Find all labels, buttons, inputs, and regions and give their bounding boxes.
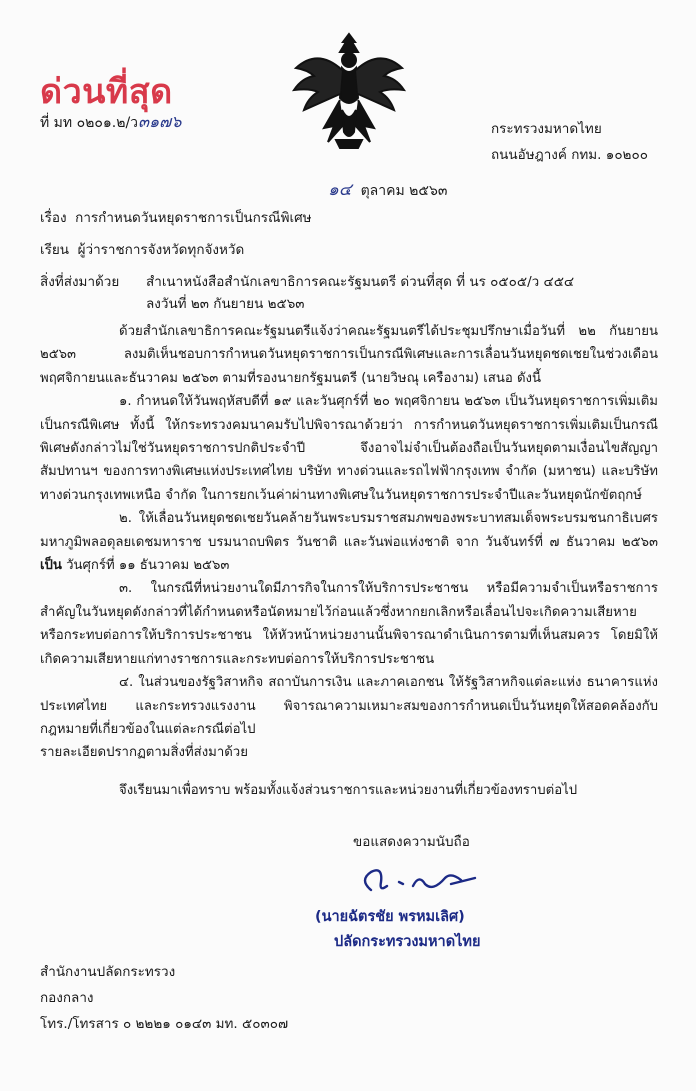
item-2-paragraph [40,507,658,577]
footer-contact: โทร./โทรสาร ๐ ๒๒๒๑ ๐๑๔๓ มท. ๕๐๓๐๗ [40,1016,289,1032]
letter-date [328,176,447,203]
document-number-handwritten: ๓๑๗๖ [138,112,182,131]
date-day-handwritten: ๑๔ [328,180,352,200]
urgency-stamp: ด่วนที่สุด [40,72,173,112]
signatory-title: ปลัดกระทรวงมหาดไทย [334,934,481,950]
closing-phrase: ขอแสดงความนับถือ [353,834,470,850]
request-paragraph: จึงเรียนมาเพื่อทราบ พร้อมทั้งแจ้งส่วนราชการและหน่วยงานที่เกี่ยวข้องทราบต่อไป [119,782,578,798]
recipient-label: เรียน [40,242,70,258]
item-2-text-a: ๒. ให้เลื่อนวันหยุดชดเชยวันคล้ายวันพระบรมราชสมภพของพระบาทสมเด็จพระบรมชนกาธิเบศร มหาภูมิพลอดุลยเดชมหาราช บรมนาถบพิตร วันชาติ และวันพ่อแห่งชาติ จาก วันจันทร์ที่ ๗ ธันวาคม ๒๕๖๓ [40,511,658,550]
item-4-paragraph: ๔. ในส่วนของรัฐวิสาหกิจ สถาบันการเงิน และภาคเอกชน ให้รัฐวิสาหกิจแต่ละแห่ง ธนาคารแห่งประเทศไทย และกระทรวงแรงงาน พิจารณาความเหมาะสมของการกำหนดเป็นวันหยุดให้สอดคล้องกับกฎหมายที่เกี่ยวข้องในแต่ละกรณีต่อไป [40,675,658,737]
recipient-text: ผู้ว่าราชการจังหวัดทุกจังหวัด [77,242,245,258]
document-number [40,110,181,135]
subject-label: เรื่อง [40,210,67,226]
subject-line [40,206,312,228]
item-2-bold: เป็น [40,558,62,574]
enclosure-label: สิ่งที่ส่งมาด้วย [40,274,120,290]
handwritten-signature [353,862,483,898]
footer-office: สำนักงานปลัดกระทรวง [40,964,176,980]
details-line: รายละเอียดปรากฏตามสิ่งที่ส่งมาด้วย [40,745,248,761]
intro-paragraph: ด้วยสำนักเลขาธิการคณะรัฐมนตรีแจ้งว่าคณะรัฐมนตรีได้ประชุมปรึกษาเมื่อวันที่ ๒๒ กันยายน ๒๕๖๓ ลงมติเห็นชอบการกำหนดวันหยุดราชการเป็นกรณีพิเศษและการเลื่อนวันหยุดชดเชยในช่วงเดือนพฤศจิกายนและธันวาคม ๒๕๖๓ ตามที่รองนายกรัฐมนตรี (นายวิษณุ เครืองาม) เสนอ ดังนี้ [40,324,658,386]
enclosure-line-2: ลงวันที่ ๒๓ กันยายน ๒๕๖๓ [146,296,305,312]
date-month-year: ตุลาคม ๒๕๖๓ [360,183,448,199]
item-1-paragraph: ๑. กำหนดให้วันพฤหัสบดีที่ ๑๙ และวันศุกร์ที่ ๒๐ พฤศจิกายน ๒๕๖๓ เป็นวันหยุดราชการเพิ่มเติมเป็นกรณีพิเศษ ทั้งนี้ ให้กระทรวงคมนาคมรับไปพิจารณาด้วยว่า การกำหนดวันหยุดราชการเพิ่มเติมเป็นกรณีพิเศษดังกล่าวไม่ใช่วันหยุดราชการปกติประจำปี จึงอาจไม่จำเป็นต้องถือเป็นวันหยุดตามเงื่อนไขสัญญาสัมปทานฯ ของการทางพิเศษแห่งประเทศไทย บริษัท ทางด่วนและรถไฟฟ้ากรุงเทพ จำกัด (มหาชน) และบริษัท ทางด่วนกรุงเทพเหนือ จำกัด ในการยกเว้นค่าผ่านทางพิเศษในวันหยุดราชการประจำปีและวันหยุดนักขัตฤกษ์ [40,394,658,503]
document-number-prefix: ที่ มท ๐๒๐๑.๒/ว [40,115,139,131]
signatory-name: (นายฉัตรชัย พรหมเลิศ) [315,909,465,925]
ministry-name: กระทรวงมหาดไทย [491,121,602,137]
recipient-line [40,238,244,260]
footer-division: กองกลาง [40,990,94,1006]
letter-body [40,320,658,802]
ministry-address: ถนนอัษฎางค์ กทม. ๑๐๒๐๐ [491,147,648,163]
garuda-emblem [288,28,410,153]
subject-text: การกำหนดวันหยุดราชการเป็นกรณีพิเศษ [75,210,312,226]
item-2-text-c: วันศุกร์ที่ ๑๑ ธันวาคม ๒๕๖๓ [66,558,230,574]
sender-address [491,116,648,168]
enclosure-line-1: สำเนาหนังสือสำนักเลขาธิการคณะรัฐมนตรี ด่วนที่สุด ที่ นร ๐๕๐๕/ว ๔๕๔ [146,274,575,290]
item-3-paragraph: ๓. ในกรณีที่หน่วยงานใดมีภารกิจในการให้บริการประชาชน หรือมีความจำเป็นหรือราชการสำคัญในวันหยุดดังกล่าวที่ได้กำหนดหรือนัดหมายไว้ก่อนแล้วซึ่งหากยกเลิกหรือเลื่อนไปจะเกิดความเสียหายหรือกระทบต่อการให้บริการประชาชน ให้หัวหน้าหน่วยงานนั้นพิจารณาดำเนินการตามที่เห็นสมควร โดยมิให้เกิดความเสียหายแก่ทางราชการและกระทบต่อการให้บริการประชาชน [40,581,658,667]
